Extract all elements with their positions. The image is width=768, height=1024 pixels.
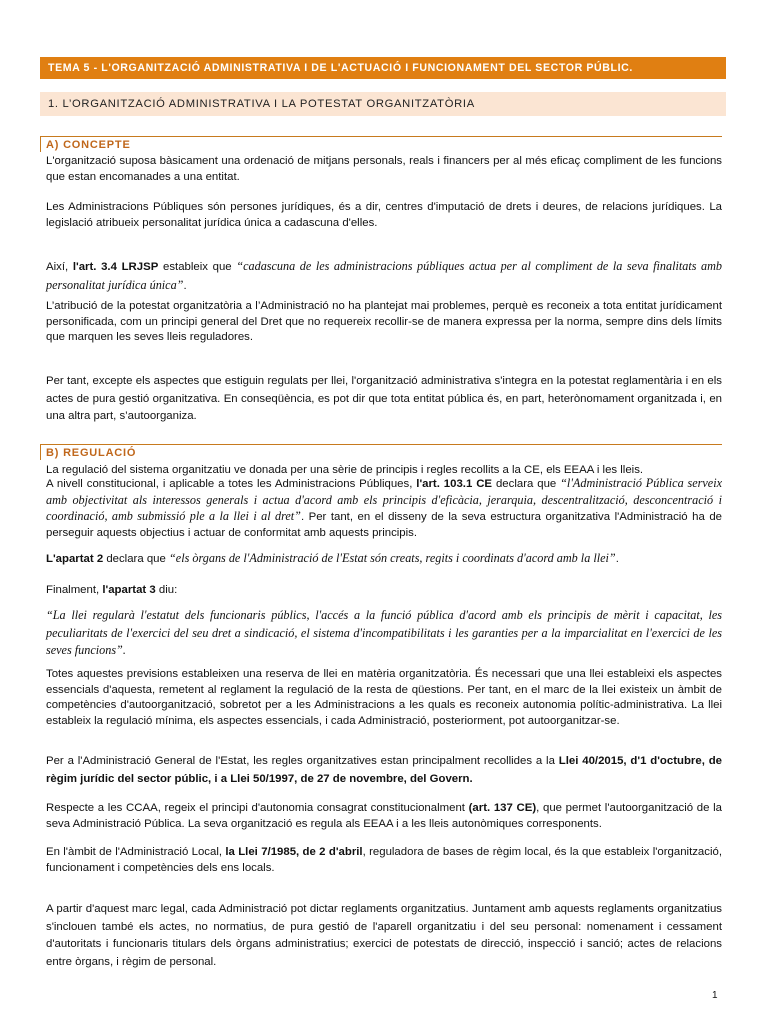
paragraph-12 bbox=[46, 753, 722, 788]
paragraph-3 bbox=[46, 258, 722, 295]
paragraph-8 bbox=[46, 551, 722, 568]
paragraph-13-bold: (art. 137 CE) bbox=[468, 802, 537, 814]
paragraph-2-text: Les Administracions Públiques són persones jurídiques, és a dir, centres d'imputació de drets i deures, de relacions jurídiques. La legislació atribueix personalitat jurídica única a cadascuna d'elles. bbox=[46, 201, 722, 229]
paragraph-13-post: , que permet l'autoorganització de la seva Administració Pública. La seva organització es regula als EEAA i a les lleis autonòmiques corresponents. bbox=[46, 802, 722, 830]
paragraph-10 bbox=[46, 607, 722, 660]
paragraph-8-mid: declara que bbox=[103, 553, 170, 565]
paragraph-7-post: . Per tant, en el disseny de la seva estructura organitzativa l'Administració ha de perseguir aquests objectius i actuar de conformitat amb aquests principis. bbox=[46, 511, 722, 539]
paragraph-8-quote: “els òrgans de l'Administració de l'Estat són creats, regits i coordinats d'acord amb la llei” bbox=[169, 551, 616, 565]
paragraph-15-text: A partir d'aquest marc legal, cada Administració pot dictar reglaments organitzatius. Juntament amb aquests reglaments organitzatius s'inclouen també els actes, no normatius, de pura gestió de l'aparell organitzatiu i del seu personal: nomenament i cessament d'autoritats i funcionaris titulars dels òrgans administratius; exercici de potestats de direcció, inspecció i sanció; actes de relacions entre òrgans, i règim de personal. bbox=[46, 903, 722, 968]
section-title: 1. L’ORGANITZACIÓ ADMINISTRATIVA I LA POTESTAT ORGANITZATÒRIA bbox=[40, 92, 726, 116]
paragraph-3-post: . bbox=[183, 279, 187, 292]
paragraph-7 bbox=[46, 476, 722, 541]
paragraph-9-pre: Finalment, bbox=[46, 584, 103, 596]
paragraph-5-text: Per tant, excepte els aspectes que estiguin regulats per llei, l'organització administrativa s'integra en la potestat reglamentària i en els actes de pura gestió organitzativa. En conseqüència, es pot dir que tota entitat pública és, en part, heterònomament organitzada i, en una altra part, s’autoorganiza. bbox=[46, 375, 722, 422]
paragraph-14-post: , reguladora de bases de règim local, és la que estableix l'organització, funcionament i competències dels ens locals. bbox=[46, 846, 722, 874]
paragraph-1-text: L'organització suposa bàsicament una ordenació de mitjans personals, reals i financers per al més eficaç compliment de les funcions que estan encomanades a una entitat. bbox=[46, 155, 722, 183]
paragraph-8-post: . bbox=[615, 553, 619, 565]
tema-title: TEMA 5 - L'ORGANITZACIÓ ADMINISTRATIVA I DE L'ACTUACIÓ I FUNCIONAMENT DEL SECTOR PÚBLIC. bbox=[40, 57, 726, 79]
paragraph-9-bold: l'apartat 3 bbox=[102, 584, 156, 596]
paragraph-11 bbox=[46, 667, 722, 729]
paragraph-4-text: L’atribució de la potestat organitzatòria a l’Administració no ha plantejat mai problemes, perquè es reconeix a tota entitat jurídicament personificada, com un principi general del Dret que no requereix recollir-se de manera expressa per la norma, sempre dins dels límits que marquen les seves lleis reguladores. bbox=[46, 300, 722, 343]
paragraph-15 bbox=[46, 901, 722, 971]
paragraph-12-pre: Per a l'Administració General de l'Estat, les regles organitzatives estan principalment recollides a la bbox=[46, 755, 559, 767]
paragraph-7-quote: “l'Administració Pública serveix amb objectivitat als interessos generals i actua d'acord amb els principis d'eficàcia, jerarquia, descentralització, desconcentració i coordinació, amb submissió ple a la llei i al dret” bbox=[46, 476, 722, 523]
paragraph-14-pre: En l'àmbit de l'Administració Local, bbox=[46, 846, 226, 858]
paragraph-4 bbox=[46, 299, 722, 346]
paragraph-3-bold: l'art. 3.4 LRJSP bbox=[72, 261, 159, 273]
subsection-heading-concepte: A) CONCEPTE bbox=[40, 136, 722, 152]
paragraph-3-pre: Així, bbox=[46, 261, 73, 273]
paragraph-14-bold: la Llei 7/1985, de 2 d'abril bbox=[225, 846, 363, 858]
paragraph-10-quote: “La llei regularà l'estatut dels funcionaris públics, l'accés a la funció pública d'acord amb els principis de mèrit i capacitat, les peculiaritats de l'exercici del seu dret a sindicació, el sistema d'incompatibilitats i les garanties per a la imparcialitat en l'exercici de les seves funcions”. bbox=[46, 608, 722, 657]
paragraph-8-bold: L'apartat 2 bbox=[46, 553, 104, 565]
paragraph-7-pre: A nivell constitucional, i aplicable a totes les Administracions Públiques, bbox=[46, 478, 417, 490]
subsection-heading-regulacio: B) REGULACIÓ bbox=[40, 444, 722, 460]
paragraph-3-mid: estableix que bbox=[158, 261, 237, 273]
paragraph-6-text: La regulació del sistema organitzatiu ve donada per una sèrie de principis i regles recollits a la CE, els EEAA i les lleis. bbox=[46, 464, 644, 476]
paragraph-14 bbox=[46, 845, 722, 876]
paragraph-7-bold: l'art. 103.1 CE bbox=[416, 478, 493, 490]
paragraph-3-quote: “cadascuna de les administracions públiques actua per al compliment de la seva finalitats amb personalitat jurídica única” bbox=[46, 259, 723, 292]
paragraph-11-text: Totes aquestes previsions estableixen una reserva de llei en matèria organitzatòria. És necessari que una llei estableixi els aspectes essencials d'aquesta, remetent al reglament la regulació de la resta de qüestions. Per tant, en el marc de la llei existeix un àmbit de competències d'autoorganització, sobretot per a les Administracions a les quals es reconeix autonomia polític-administrativa. La llei estableix la regulació mínima, els aspectes essencials, i cada Administració, posteriorment, pot autoorganitzar-se. bbox=[46, 668, 722, 727]
paragraph-13 bbox=[46, 801, 722, 832]
paragraph-12-bold: Llei 40/2015, d'1 d'octubre, de règim jurídic del sector públic, i a Llei 50/1997, de 27 de novembre, del Govern. bbox=[46, 755, 722, 785]
paragraph-9-post: diu: bbox=[155, 584, 178, 596]
paragraph-9 bbox=[46, 583, 722, 599]
paragraph-13-pre: Respecte a les CCAA, regeix el principi d'autonomia consagrat constitucionalment bbox=[46, 802, 469, 814]
page-number: 1 bbox=[712, 990, 718, 1001]
paragraph-5 bbox=[46, 373, 722, 426]
paragraph-1 bbox=[46, 154, 722, 185]
paragraph-7-mid: declara que bbox=[492, 478, 561, 490]
paragraph-2 bbox=[46, 200, 722, 231]
